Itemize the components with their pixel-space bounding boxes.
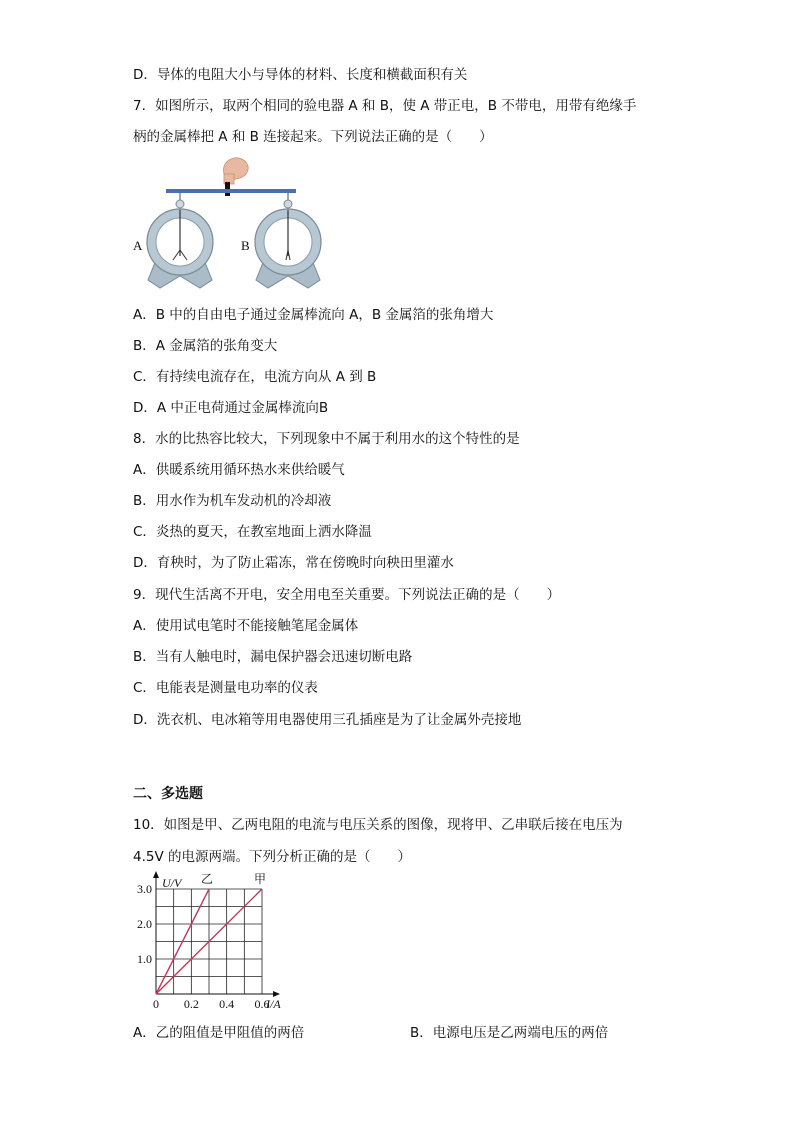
series-label-yi: 乙 xyxy=(200,872,214,886)
q8-option-b: B．用水作为机车发动机的冷却液 xyxy=(133,493,332,509)
x-tick-label: 0.2 xyxy=(183,997,199,1011)
q9-option-b: B．当有人触电时，漏电保护器会迅速切断电路 xyxy=(133,649,413,665)
q9-stem: 9．现代生活离不开电，安全用电至关重要。下列说法正确的是（ ） xyxy=(133,587,561,603)
y-tick-label: 1.0 xyxy=(137,952,152,966)
y-axis-arrow xyxy=(153,871,159,878)
q10-option-a: A．乙的阻值是甲阻值的两倍 xyxy=(133,1025,305,1041)
q8-stem: 8．水的比热容比较大，下列现象中不属于利用水的这个特性的是 xyxy=(133,431,520,447)
iu-chart xyxy=(128,870,308,1018)
q9-option-d: D．洗衣机、电冰箱等用电器使用三孔插座是为了让金属外壳接地 xyxy=(133,712,522,728)
q7-option-a: A．B 中的自由电子通过金属棒流向 A，B 金属箔的张角增大 xyxy=(133,307,494,323)
q10-stem-line-2: 4.5V 的电源两端。下列分析正确的是（ ） xyxy=(133,849,411,865)
q6-option-d: D．导体的电阻大小与导体的材料、长度和横截面积有关 xyxy=(133,67,468,83)
q9-option-a: A．使用试电笔时不能接触笔尾金属体 xyxy=(133,618,359,634)
q10-stem-line-1: 10．如图是甲、乙两电阻的电流与电压关系的图像，现将甲、乙串联后接在电压为 xyxy=(133,817,623,833)
section-title-multiple-choice: 二、多选题 xyxy=(133,786,203,802)
metal-rod xyxy=(166,189,296,193)
x-tick-label: 0.4 xyxy=(219,997,235,1011)
hand-icon xyxy=(223,158,248,184)
q8-option-a: A．供暖系统用循环热水来供给暖气 xyxy=(133,462,345,478)
label-a: A xyxy=(133,238,143,253)
y-axis-label: U/V xyxy=(162,876,182,890)
q8-option-c: C．炎热的夏天，在教室地面上洒水降温 xyxy=(133,524,372,540)
q7-option-b: B．A 金属箔的张角变大 xyxy=(133,338,278,354)
series-label-jia: 甲 xyxy=(253,872,267,886)
x-tick-label: 0.6 xyxy=(254,997,270,1011)
q7-option-c: C．有持续电流存在，电流方向从 A 到 B xyxy=(133,369,377,385)
electroscope-figure xyxy=(130,152,330,300)
y-tick-label: 3.0 xyxy=(137,882,152,896)
label-b: B xyxy=(241,238,250,253)
q9-option-c: C．电能表是测量电功率的仪表 xyxy=(133,680,318,696)
electroscope-b xyxy=(255,193,321,288)
q7-option-d: D．A 中正电荷通过金属棒流向B xyxy=(133,400,329,416)
q7-stem-line-2: 柄的金属棒把 A 和 B 连接起来。下列说法正确的是（ ） xyxy=(133,129,493,145)
y-tick-label: 2.0 xyxy=(137,917,152,931)
q7-stem-line-1: 7．如图所示，取两个相同的验电器 A 和 B，使 A 带正电，B 不带电，用带有绝缘手 xyxy=(133,98,637,114)
origin-label: 0 xyxy=(153,997,159,1011)
q10-option-b: B．电源电压是乙两端电压的两倍 xyxy=(410,1025,609,1041)
electroscope-a xyxy=(147,193,213,288)
x-axis-label: I/A xyxy=(266,997,281,1011)
q8-option-d: D．育秧时，为了防止霜冻，常在傍晚时向秧田里灌水 xyxy=(133,555,454,571)
